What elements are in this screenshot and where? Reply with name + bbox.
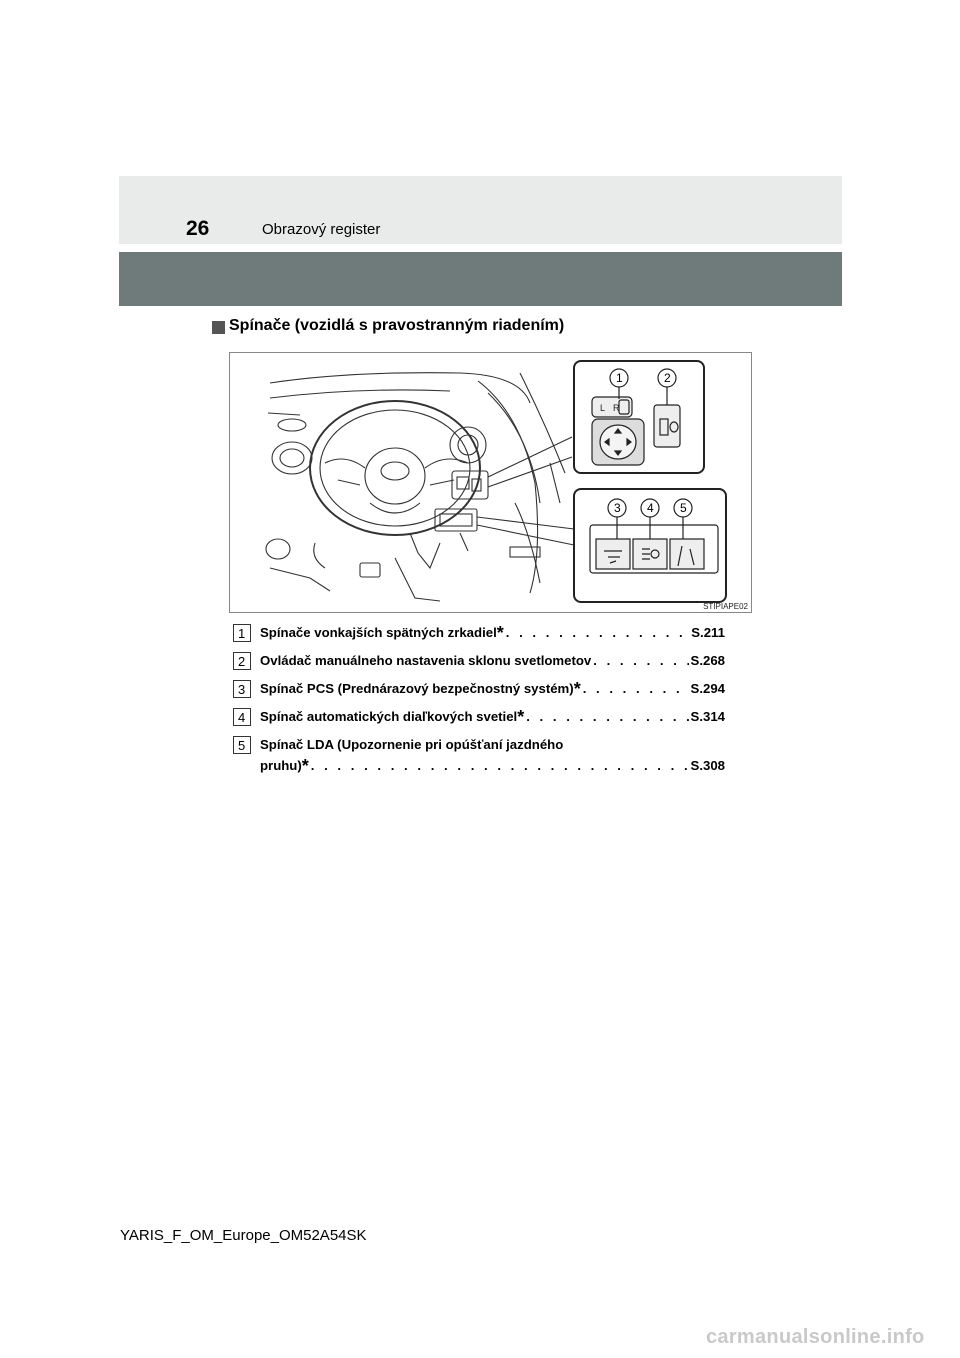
callout-1: 1 (616, 371, 623, 385)
callout-5: 5 (680, 501, 687, 515)
item-text-line1: Spínač LDA (Upozornenie pri opúšťaní jazdného (260, 737, 564, 752)
page-title: Obrazový register (262, 221, 381, 238)
page-reference-link[interactable]: S.268 (690, 653, 725, 668)
number-badge-icon (233, 680, 251, 698)
dashboard-illustration (229, 352, 752, 613)
number-badge-icon (233, 736, 251, 754)
page-reference-link[interactable]: S.308 (690, 758, 725, 773)
svg-text:4: 4 (238, 710, 246, 725)
switch-list (233, 622, 725, 783)
svg-text:5: 5 (238, 738, 246, 753)
page-reference-link[interactable]: S.294 (690, 681, 725, 696)
section-marker-icon (212, 321, 225, 334)
number-badge-icon (233, 624, 251, 642)
svg-text:L: L (600, 403, 606, 413)
list-item: 4 Spínač automatických diaľkových svetiel * . . . S.314 (233, 706, 725, 727)
document-code: YARIS_F_OM_Europe_OM52A54SK (120, 1227, 367, 1244)
item-text: Spínače vonkajších spätných zrkadiel (260, 625, 497, 640)
figure-code: STIPIAPE02 (703, 602, 748, 611)
svg-text:2: 2 (238, 654, 246, 669)
svg-text:R: R (613, 403, 620, 413)
number-badge-icon (233, 708, 251, 726)
list-item: 3 Spínač PCS (Prednárazový bezpečnostný systém) * . . . S.294 (233, 678, 725, 699)
callout-4: 4 (647, 501, 654, 515)
item-text: Ovládač manuálneho nastavenia sklonu svetlometov (260, 653, 592, 668)
item-text-line2: pruhu) (260, 758, 302, 773)
section-header (212, 317, 564, 335)
page-reference-link[interactable]: S.314 (690, 709, 725, 724)
callout-2: 2 (664, 371, 671, 385)
dashboard-drawing (230, 353, 751, 612)
header-dark-band (119, 252, 842, 306)
watermark: carmanualsonline.info (706, 1326, 925, 1348)
item-text: Spínač automatických diaľkových svetiel (260, 709, 518, 724)
svg-text:1: 1 (238, 626, 246, 641)
item-text: Spínač PCS (Prednárazový bezpečnostný systém) (260, 681, 574, 696)
number-badge-icon (233, 652, 251, 670)
list-item (233, 650, 725, 671)
header-band (119, 176, 842, 244)
svg-text:3: 3 (238, 682, 246, 697)
list-item: 1 Spínače vonkajších spätných zrkadiel * . . . S.211 (233, 622, 725, 643)
list-item: 5 Spínač LDA (Upozornenie pri opúšťaní jazdného pruhu) * . . . S.308 (233, 734, 725, 776)
page-number: 26 (186, 217, 210, 240)
section-heading: Spínače (vozidlá s pravostranným riadením) (229, 317, 565, 334)
page-reference-link[interactable]: S.211 (691, 625, 725, 640)
callout-3: 3 (614, 501, 621, 515)
